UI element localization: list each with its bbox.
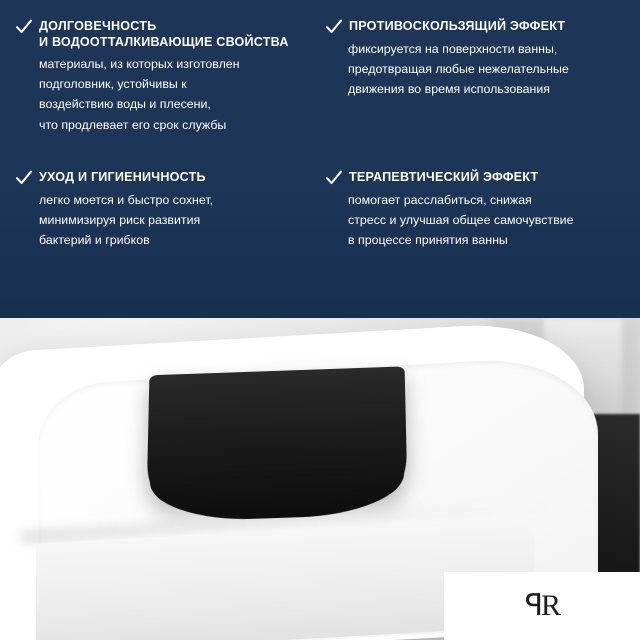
feature-title [39,169,206,185]
feature-title-line1: ПРОТИВОСКОЛЬЗЯЩИЙ ЭФФЕКТ [349,19,566,33]
feature-title-line1: ТЕРАПЕВТИЧЕСКИЙ ЭФФЕКТ [349,169,539,184]
feature-body-line: бактерий и грибков [39,232,150,247]
feature-body-line: фиксируется на поверхности ванны, [348,42,558,56]
features-grid [14,18,626,250]
feature-body-line: легко моется и быстро сохнет, [39,192,214,207]
feature-body-line: что продлевает его срок службы [39,117,227,132]
product-photo [0,318,640,640]
brand-logo: ꟼR [524,589,560,622]
feature-body-line: помогает расслабиться, снижая [348,192,532,207]
feature-body-line: материалы, из которых изготовлен [39,57,240,72]
logo-badge [444,572,640,640]
feature-body [16,190,316,250]
feature-heading [326,169,626,186]
feature-body-line: подголовник, устойчивы к [39,77,187,92]
feature-title [349,18,565,34]
features-panel [0,0,640,318]
feature-body [326,190,626,250]
feature-body [16,54,316,134]
feature-title [39,18,289,50]
feature-body-line: предотвращая любые нежелательные [348,62,569,77]
feature-body-line: воздействию воды и плесени, [39,97,211,112]
feature-therapeutic [324,169,626,250]
feature-title-line2: И ВОДООТТАЛКИВАЮЩИЕ СВОЙСТВА [39,35,289,50]
feature-durability [14,18,316,135]
feature-body-line: стресс и улучшая общее самочувствие [348,212,574,227]
feature-anti-slip [324,18,626,135]
check-icon [16,19,32,35]
check-icon [16,170,32,186]
feature-body-line: в процессе принятия ванны [348,232,508,247]
feature-body-line: движения во время использования [348,82,551,97]
feature-care-hygiene [14,169,316,250]
feature-title-line1: ДОЛГОВЕЧНОСТЬ [39,19,157,33]
feature-title-line1: УХОД И ГИГИЕНИЧНОСТЬ [39,169,206,184]
feature-body-line: минимизируя риск развития [39,212,201,227]
check-icon [326,170,342,186]
feature-heading [326,18,626,35]
feature-heading [16,18,316,50]
feature-title [349,169,538,185]
check-icon [326,19,342,35]
feature-heading [16,169,316,186]
feature-body [326,39,626,99]
